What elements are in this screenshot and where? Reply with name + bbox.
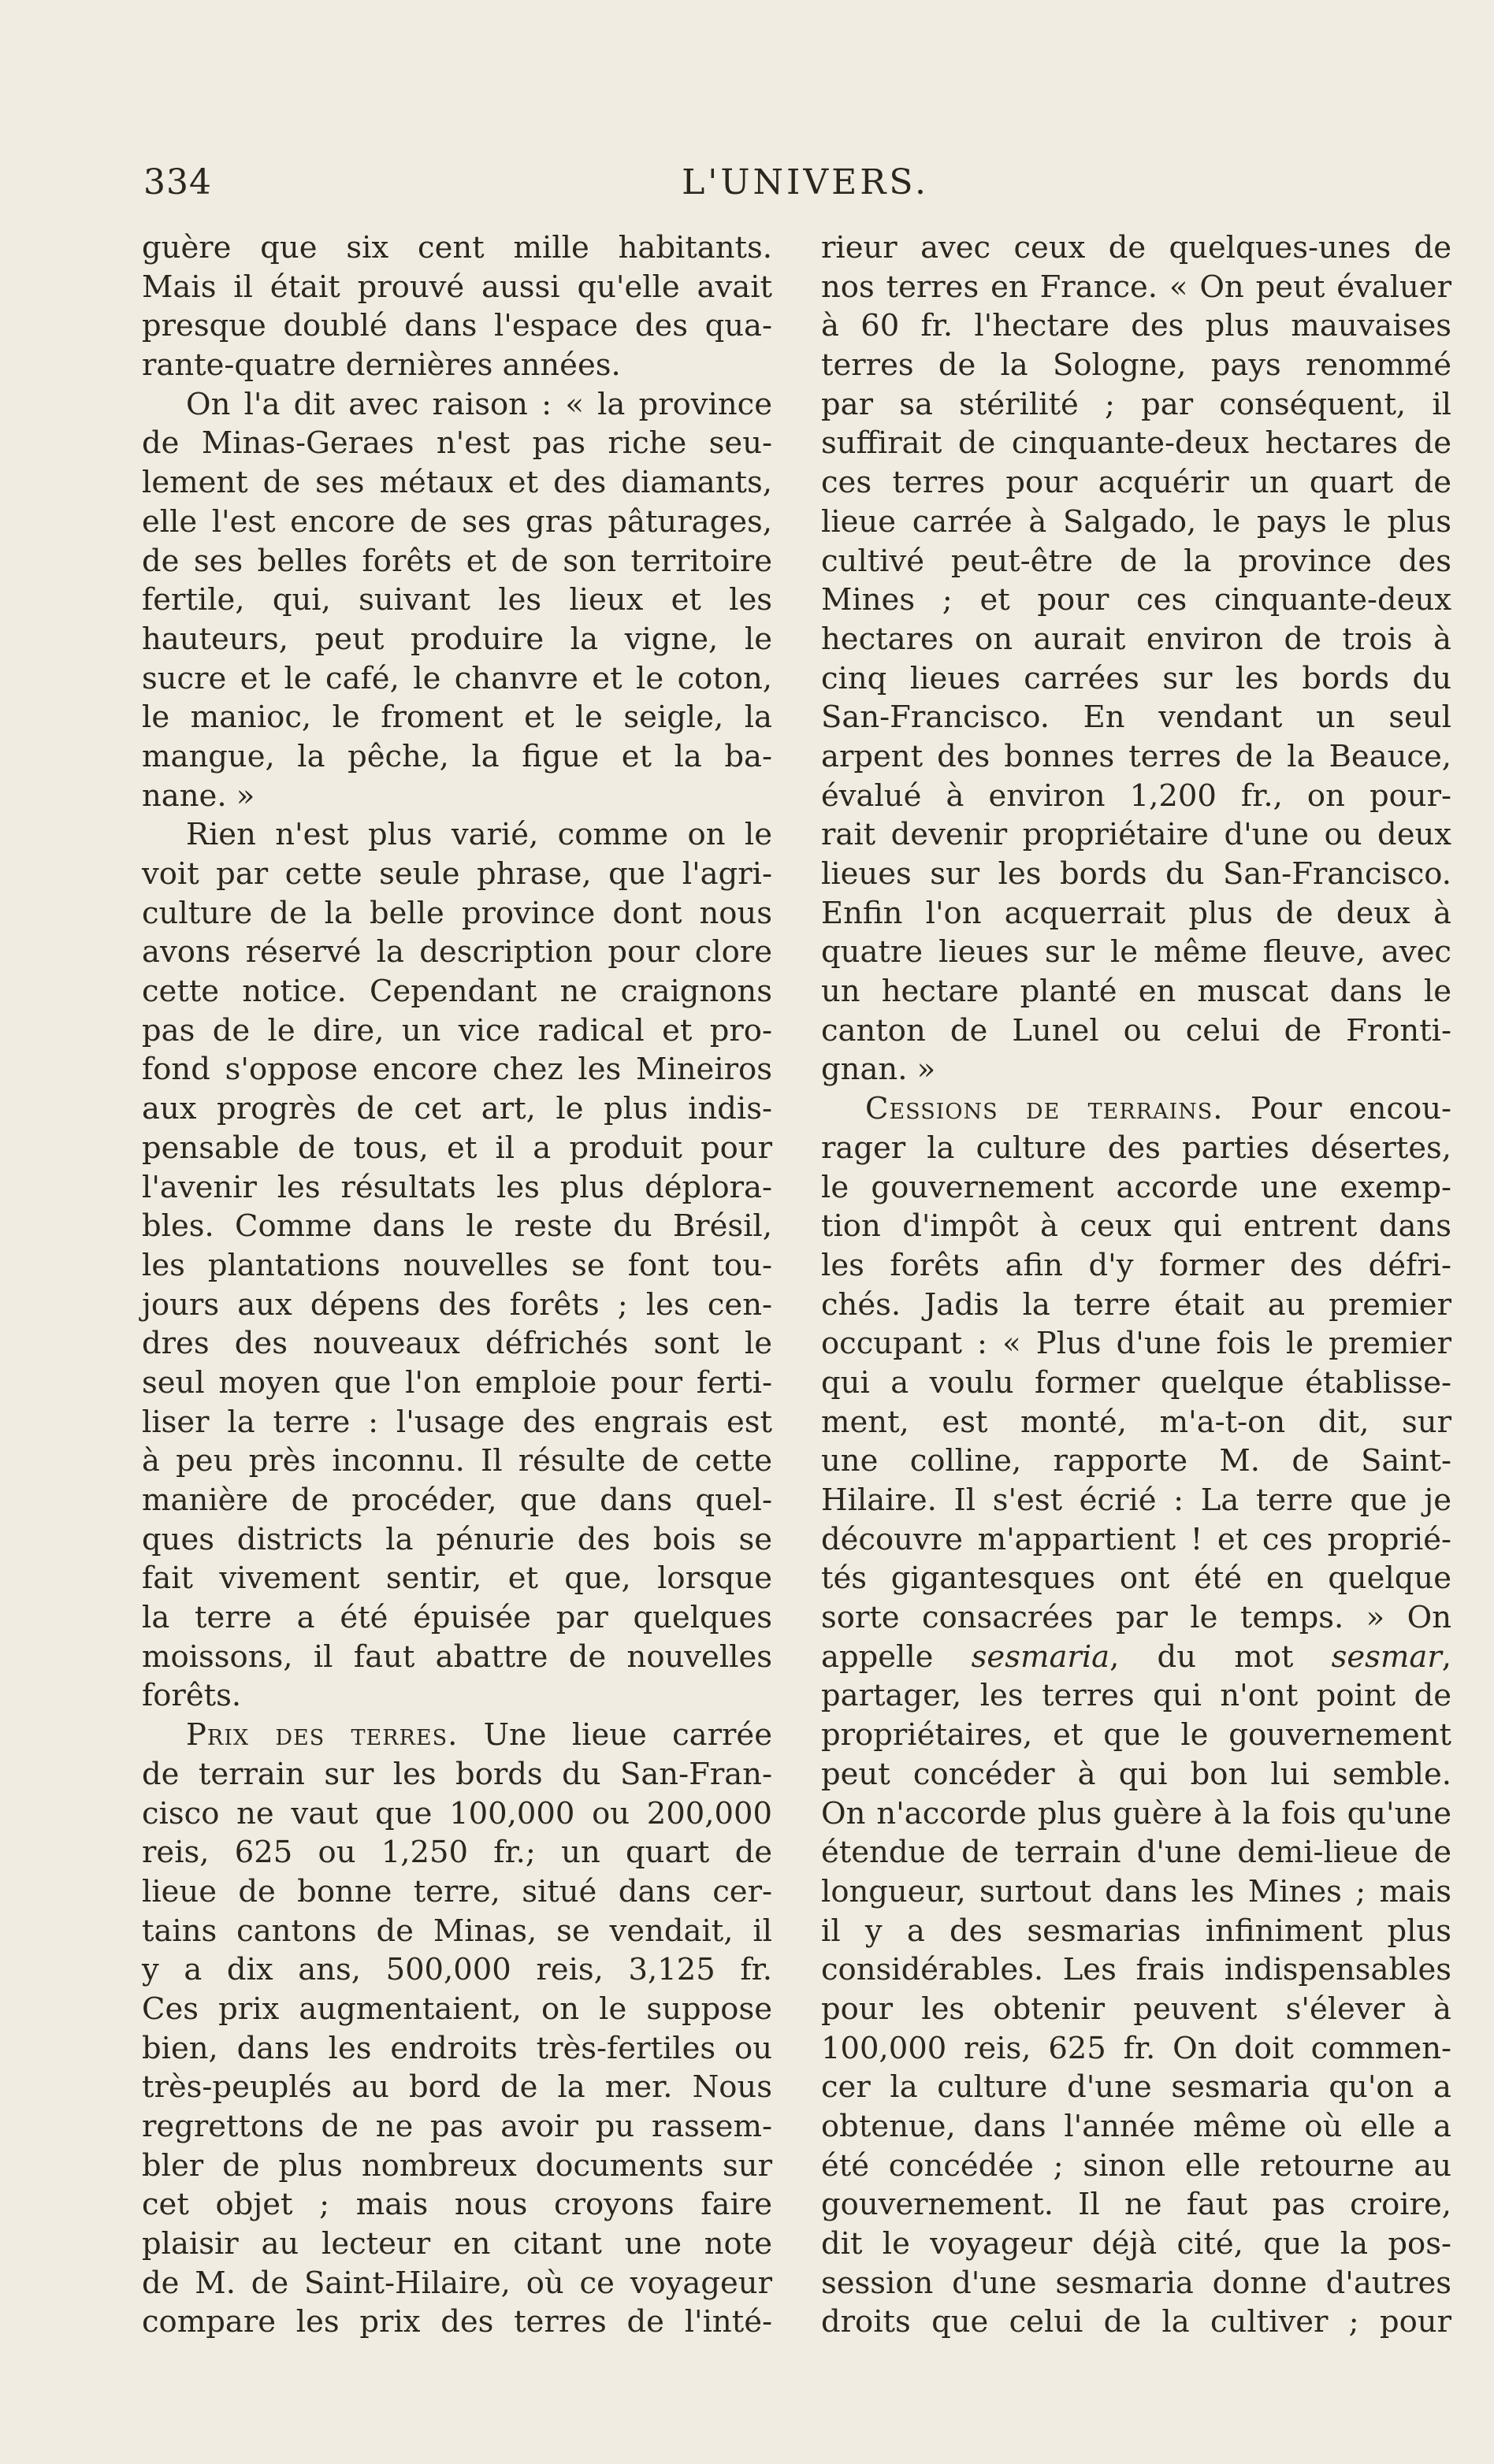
text-line: liser la terre : l'usage des engrais est xyxy=(142,1404,772,1440)
text-line: de M. de Saint-Hilaire, où ce voyageur xyxy=(142,2265,772,2301)
text-line: elle l'est encore de ses gras pâturages, xyxy=(142,503,772,540)
text-line: On l'a dit avec raison : « la province xyxy=(186,386,772,422)
text-line: culture de la belle province dont nous xyxy=(142,895,772,931)
page-header xyxy=(143,162,1467,210)
text-line: pas de le dire, un vice radical et pro- xyxy=(142,1012,772,1048)
text-line: les plantations nouvelles se font tou- xyxy=(142,1247,772,1283)
text-line: pour les obtenir peuvent s'élever à xyxy=(821,1991,1451,2027)
text-line xyxy=(142,1716,772,1755)
text-line: chés. Jadis la terre était au premier xyxy=(821,1286,1451,1323)
text-line: cultivé peut-être de la province des xyxy=(821,543,1451,579)
text-line: Hilaire. Il s'est écrié : La terre que je xyxy=(821,1482,1451,1518)
text-line: y a dix ans, 500,000 reis, 3,125 fr. xyxy=(142,1952,772,1988)
text-line: cisco ne vaut que 100,000 ou 200,000 xyxy=(142,1795,772,1831)
italic-term: sesmar xyxy=(1331,1638,1442,1675)
text-line: lieues sur les bords du San-Francisco. xyxy=(821,856,1451,892)
text-line: cinq lieues carrées sur les bords du xyxy=(821,660,1451,696)
text-line: de terrain sur les bords du San-Fran- xyxy=(142,1756,772,1792)
text-line: les forêts afin d'y former des défri- xyxy=(821,1247,1451,1283)
left-column xyxy=(142,228,772,2342)
section-heading: Cessions de terrains. xyxy=(865,1091,1224,1127)
text-fragment: Une lieue carrée xyxy=(458,1717,772,1753)
text-line: lement de ses métaux et des diamants, xyxy=(142,465,772,501)
text-line: gnan. » xyxy=(821,1052,936,1088)
text-line: été concédée ; sinon elle retourne au xyxy=(821,2147,1451,2184)
text-line: cet objet ; mais nous croyons faire xyxy=(142,2187,772,2223)
text-line: considérables. Les frais indispensables xyxy=(821,1952,1451,1988)
text-line: rait devenir propriétaire d'une ou deux xyxy=(821,817,1451,853)
text-line: de Minas-Geraes n'est pas riche seu- xyxy=(142,425,772,462)
text-line: forêts. xyxy=(142,1678,242,1714)
text-line: propriétaires, et que le gouvernement xyxy=(821,1717,1451,1753)
text-line: quatre lieues sur le même fleuve, avec xyxy=(821,934,1451,970)
text-line: ment, est monté, m'a-t-on dit, sur xyxy=(821,1404,1451,1440)
text-line: droits que celui de la cultiver ; pour xyxy=(821,2304,1451,2340)
text-line: il y a des sesmarias infiniment plus xyxy=(821,1913,1451,1949)
text-line: ques districts la pénurie des bois se xyxy=(142,1521,772,1557)
text-line: cette notice. Cependant ne craignons xyxy=(142,974,772,1010)
text-line: sucre et le café, le chanvre et le coton, xyxy=(142,660,772,696)
text-line: bien, dans les endroits très-fertiles ou xyxy=(142,2030,772,2066)
text-line: tion d'impôt à ceux qui entrent dans xyxy=(821,1208,1451,1245)
text-line: la terre a été épuisée par quelques xyxy=(142,1600,772,1636)
text-line: nos terres en France. « On peut évaluer xyxy=(821,269,1451,305)
text-line: avons réservé la description pour clore xyxy=(142,934,772,970)
text-line: session d'une sesmaria donne d'autres xyxy=(821,2265,1451,2301)
text-line: bles. Comme dans le reste du Brésil, xyxy=(142,1208,772,1245)
text-line: arpent des bonnes terres de la Beauce, xyxy=(821,738,1451,774)
text-line: regrettons de ne pas avoir pu rassem- xyxy=(142,2109,772,2144)
text-line: fond s'oppose encore chez les Mineiros xyxy=(142,1052,772,1088)
text-line: à peu près inconnu. Il résulte de cette xyxy=(142,1443,772,1479)
text-line: rante-quatre dernières années. xyxy=(142,347,621,384)
text-fragment: , xyxy=(1441,1638,1451,1675)
text-line: pensable de tous, et il a produit pour xyxy=(142,1130,772,1166)
text-line: Mais il était prouvé aussi qu'elle avait xyxy=(142,269,772,305)
text-line: Mines ; et pour ces cinquante-deux xyxy=(821,582,1451,618)
running-title: L'UNIVERS. xyxy=(682,162,929,202)
text-line: occupant : « Plus d'une fois le premier xyxy=(821,1326,1451,1362)
text-fragment: , du mot xyxy=(1109,1638,1332,1675)
text-line: par sa stérilité ; par conséquent, il xyxy=(821,386,1451,422)
text-line: dit le voyageur déjà cité, que la pos- xyxy=(821,2226,1451,2262)
text-line: partager, les terres qui n'ont point de xyxy=(821,1678,1451,1714)
text-line: sorte consacrées par le temps. » On xyxy=(821,1600,1451,1636)
text-line: hauteurs, peut produire la vigne, le xyxy=(142,621,772,657)
text-line: une colline, rapporte M. de Saint- xyxy=(821,1443,1451,1479)
text-fragment: Pour encou- xyxy=(1223,1091,1452,1127)
text-line: guère que six cent mille habitants. xyxy=(142,230,772,265)
text-line: moissons, il faut abattre de nouvelles xyxy=(142,1638,772,1675)
text-line: peut concéder à qui bon lui semble. xyxy=(821,1756,1451,1792)
text-line: San-Francisco. En vendant un seul xyxy=(821,699,1451,736)
italic-term: sesmaria xyxy=(971,1638,1110,1675)
text-line: seul moyen que l'on emploie pour ferti- xyxy=(142,1364,772,1401)
text-line: rager la culture des parties désertes, xyxy=(821,1130,1451,1166)
text-line: gouvernement. Il ne faut pas croire, xyxy=(821,2187,1451,2223)
text-line: reis, 625 ou 1,250 fr.; un quart de xyxy=(142,1835,772,1871)
text-line: Rien n'est plus varié, comme on le xyxy=(186,817,772,853)
text-line: très-peuplés au bord de la mer. Nous xyxy=(142,2069,772,2106)
text-line: plaisir au lecteur en citant une note xyxy=(142,2226,772,2262)
text-line: le manioc, le froment et le seigle, la xyxy=(142,699,772,736)
text-line: longueur, surtout dans les Mines ; mais xyxy=(821,1873,1451,1909)
text-line: qui a voulu former quelque établisse- xyxy=(821,1364,1451,1401)
text-line: le gouvernement accorde une exemp- xyxy=(821,1169,1451,1205)
text-line: jours aux dépens des forêts ; les cen- xyxy=(142,1286,772,1323)
text-line xyxy=(821,1089,1451,1129)
text-line: presque doublé dans l'espace des qua- xyxy=(142,308,772,344)
text-line: rieur avec ceux de quelques-unes de xyxy=(821,230,1451,265)
right-column xyxy=(821,228,1451,2342)
text-line: compare les prix des terres de l'inté- xyxy=(142,2304,772,2340)
text-line: terres de la Sologne, pays renommé xyxy=(821,347,1451,384)
page-number: 334 xyxy=(143,162,212,202)
text-line: aux progrès de cet art, le plus indis- xyxy=(142,1091,772,1127)
section-heading: Prix des terres. xyxy=(186,1717,459,1753)
text-line: fait vivement sentir, et que, lorsque xyxy=(142,1560,772,1597)
text-line: tés gigantesques ont été en quelque xyxy=(821,1560,1451,1597)
text-line: fertile, qui, suivant les lieux et les xyxy=(142,582,772,618)
text-line: Ces prix augmentaient, on le suppose xyxy=(142,1991,772,2027)
text-line: l'avenir les résultats les plus déplora- xyxy=(142,1169,772,1205)
text-line: 100,000 reis, 625 fr. On doit commen- xyxy=(821,2030,1451,2066)
text-line: suffirait de cinquante-deux hectares de xyxy=(821,425,1451,462)
text-line: canton de Lunel ou celui de Fronti- xyxy=(821,1012,1451,1048)
text-line: nane. » xyxy=(142,777,255,814)
text-line: On n'accorde plus guère à la fois qu'une xyxy=(821,1795,1451,1831)
text-line: manière de procéder, que dans quel- xyxy=(142,1482,772,1518)
text-line xyxy=(821,1638,1451,1677)
text-line: lieue carrée à Salgado, le pays le plus xyxy=(821,503,1451,540)
text-fragment: appelle xyxy=(821,1638,972,1675)
text-line: ces terres pour acquérir un quart de xyxy=(821,465,1451,501)
text-line: de ses belles forêts et de son territoire xyxy=(142,543,772,579)
text-line: cer la culture d'une sesmaria qu'on a xyxy=(821,2069,1451,2106)
text-line: mangue, la pêche, la figue et la ba- xyxy=(142,738,772,774)
text-line: bler de plus nombreux documents sur xyxy=(142,2147,772,2184)
text-line: dres des nouveaux défrichés sont le xyxy=(142,1326,772,1362)
text-line: voit par cette seule phrase, que l'agri- xyxy=(142,856,772,892)
text-line: découvre m'appartient ! et ces proprié- xyxy=(821,1521,1451,1557)
text-line: un hectare planté en muscat dans le xyxy=(821,974,1451,1010)
text-line: à 60 fr. l'hectare des plus mauvaises xyxy=(821,308,1451,344)
text-line: tains cantons de Minas, se vendait, il xyxy=(142,1913,772,1949)
text-line: étendue de terrain d'une demi-lieue de xyxy=(821,1835,1451,1871)
text-line: lieue de bonne terre, situé dans cer- xyxy=(142,1873,772,1909)
text-line: obtenue, dans l'année même où elle a xyxy=(821,2109,1451,2144)
text-line: Enfin l'on acquerrait plus de deux à xyxy=(821,895,1451,931)
text-line: hectares on aurait environ de trois à xyxy=(821,621,1451,657)
text-line: évalué à environ 1,200 fr., on pour- xyxy=(821,777,1451,814)
